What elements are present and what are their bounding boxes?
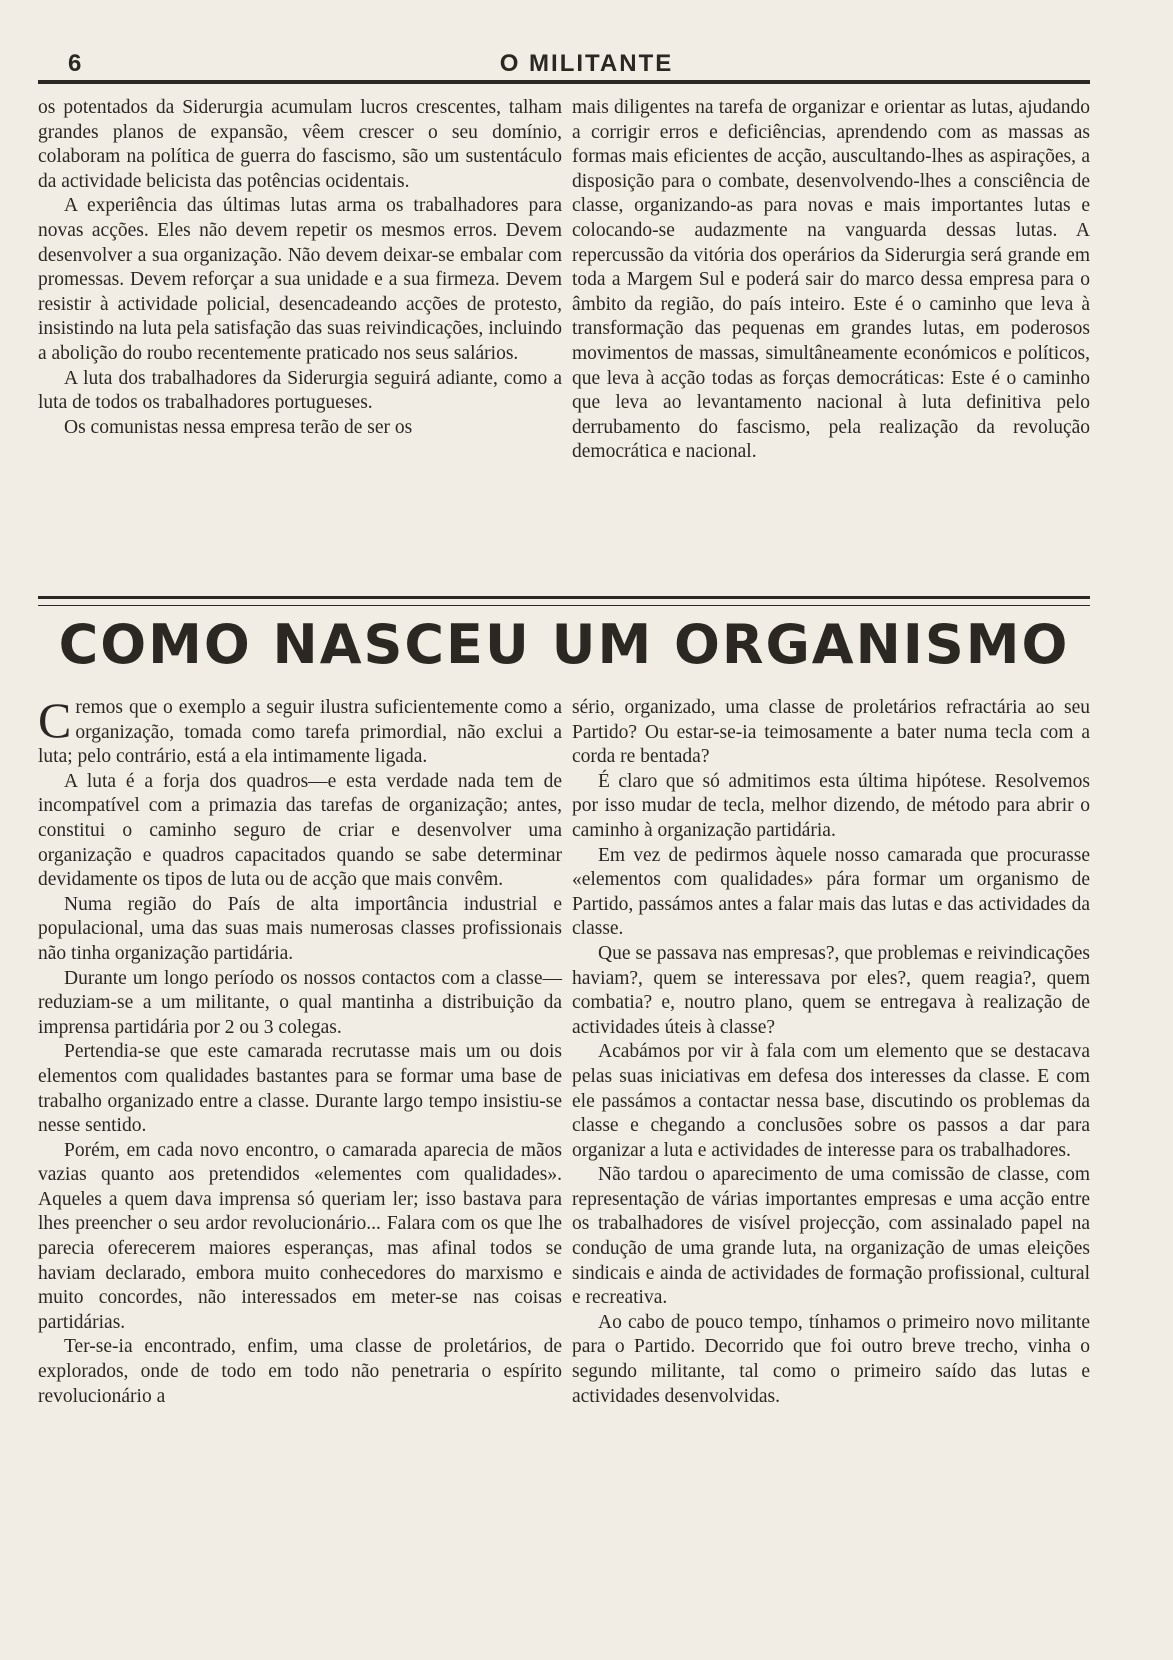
running-head-title: O MILITANTE (499, 50, 674, 77)
paragraph: mais diligentes na tarefa de organizar e orientar as lutas, ajudando a corrigir erros e deficiências, aprendendo com as massas as formas mais eficientes de acção, auscultando-lhes as aspirações, a disposição para o combate, desenvolvendo-lhes a consciência de classe, organizando-as para novas e mais importantes lutas e colocando-se audazmente na vanguarda dessas lutas. A repercussão da vitória dos operários da Siderurgia será grande em toda a Margem Sul e poderá sair do marco dessa empresa para o âmbito da região, do país inteiro. Este é o caminho que leva à transformação das pequenas em grandes lutas, em poderosos movimentos de massas, simultâneamente económicos e políticos, que leva à acção todas as forças democráticas: Este é o caminho que leva ao levantamento nacional à luta definitiva pelo derrubamento do fascismo, pela realização da revolução democrática e nacional. (572, 97, 1090, 463)
paragraph: Pertendia-se que este camarada recrutasse mais um ou dois elementos com qualidades bastantes para se formar uma base de trabalho organizado entre a classe. Durante largo tempo insistiu-se nesse sentido. (38, 1041, 562, 1137)
lead-text: remos que o exemplo a seguir ilustra suficientemente como a organização, tomada como tarefa primordial, não exclui a luta; pelo contrário, está a ela intimamente ligada. (38, 697, 562, 768)
article-lead-paragraph (38, 692, 562, 770)
drop-cap: C (38, 692, 72, 748)
paragraph: sério, organizado, uma classe de proletários refractária ao seu Partido? Ou estar-se-ia teimosamente a bater numa tecla com a corda re bentada? (572, 697, 1090, 768)
paragraph: A luta é a forja dos quadros—e esta verdade nada tem de incompatível com a primazia das tarefas de organização; antes, constitui o caminho seguro de criar e desenvolver uma organização e quadros capacitados quando se sabe determinar devidamente os tipos de luta ou de acção que mais convêm. (38, 770, 562, 891)
top-left-column (38, 96, 562, 440)
paragraph: os potentados da Siderurgia acumulam lucros crescentes, talham grandes planos de expansão, vêem crescer o seu domínio, colaboram na política de guerra do fascismo, são um sustentáculo da actividade belicista das potências ocidentais. (38, 97, 562, 192)
paragraph: Porém, em cada novo encontro, o camarada aparecia de mãos vazias quanto aos pretendidos «elementes com qualidades». Aqueles a quem dava imprensa só queriam ler; isso bastava para lhes preencher o seu ardor revolucionário... Falara com os que lhe parecia oferecerem maiores esperanças, mas afinal todos se haviam declarado, embora muito conhecedores do marxismo e muito concordes, não interessados em meter-se nas coisas partidárias. (38, 1139, 562, 1333)
paragraph: Acabámos por vir à fala com um elemento que se destacava pelas suas iniciativas em defesa dos interesses da classe. E com ele passámos a contactar nessa base, discutindo os problemas da classe e chegando a conclusões sobre os passos a dar para organizar a luta e actividades de interesse para os trabalhadores. (572, 1041, 1090, 1161)
paragraph: Que se passava nas empresas?, que problemas e reivindicações haviam?, quem se interessava por eles?, quem reagia?, quem combatia? e, noutro plano, quem se entregava à realização de actividades úteis à classe? (572, 942, 1090, 1038)
paragraph: Ao cabo de pouco tempo, tínhamos o primeiro novo militante para o Partido. Decorrido que foi outro breve trecho, vinha o segundo militante, tal como o primeiro saído das lutas e actividades desenvolvidas. (572, 1311, 1090, 1407)
page-number: 6 (68, 50, 82, 77)
article-right-column (572, 696, 1090, 1409)
paragraph: Os comunistas nessa empresa terão de ser os (64, 416, 413, 438)
header-rule (38, 80, 1090, 84)
paragraph: Não tardou o aparecimento de uma comissão de classe, com representação de várias importantes empresas e uma acção entre os trabalhadores de visível projecção, com assinalado papel na condução de uma grande luta, na organização de umas eleições sindicais e ainda de actividades de formação profissional, cultural e recreativa. (572, 1164, 1090, 1309)
paragraph: É claro que só admitimos esta última hipótese. Resolvemos por isso mudar de tecla, melhor dizendo, de método para abrir o caminho à organização partidária. (572, 770, 1090, 841)
paragraph: Em vez de pedirmos àquele nosso camarada que procurasse «elementos com qualidades» pára formar um organismo de Partido, passámos antes a falar mais das lutas e das actividades da classe. (572, 844, 1090, 940)
paragraph: Ter-se-ia encontrado, enfim, uma classe de proletários, de explorados, onde de todo em todo não penetraria o espírito revolucionário a (38, 1336, 562, 1407)
paragraph: A luta dos trabalhadores da Siderurgia seguirá adiante, como a luta de todos os trabalhadores portugueses. (38, 367, 562, 414)
paragraph: Numa região do País de alta importância industrial e populacional, uma das suas mais numerosas classes profissionais não tinha organização partidária. (38, 893, 562, 964)
paragraph: Durante um longo período os nossos contactos com a classe—reduziam-se a um militante, o qual mantinha a distribuição da imprensa partidária por 2 ou 3 colegas. (38, 967, 562, 1038)
section-divider (38, 596, 1090, 606)
top-right-column (572, 96, 1090, 465)
article-left-column (38, 692, 562, 1409)
article-headline: COMO NASCEU UM ORGANISMO (58, 613, 1070, 676)
paragraph: A experiência das últimas lutas arma os trabalhadores para novas acções. Eles não devem repetir os mesmos erros. Devem desenvolver a sua organização. Não devem deixar-se embalar com promessas. Devem reforçar a sua unidade e a sua firmeza. Devem resistir à actividade policial, desencadeando acções de protesto, insistindo na luta pela satisfação das suas reivindicações, incluindo a abolição do roubo recentemente praticado nos seus salários. (38, 195, 562, 364)
